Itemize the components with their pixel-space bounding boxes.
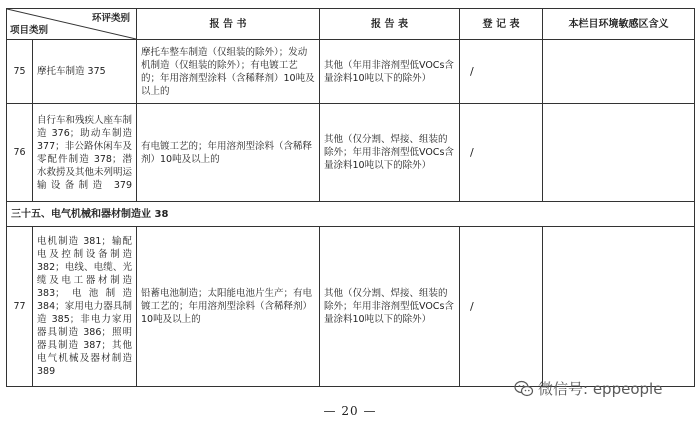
header-corner-bottom: 项目类别 <box>10 25 49 36</box>
row-category: 摩托车制造 375 <box>33 40 137 104</box>
row-number: 76 <box>7 104 33 202</box>
row-sensitive <box>543 40 695 104</box>
row-register-form: / <box>460 104 543 202</box>
header-corner-top: 环评类别 <box>91 13 130 24</box>
row-number: 77 <box>7 227 33 387</box>
header-corner-cell <box>7 9 137 40</box>
header-report-form: 报 告 表 <box>320 9 460 40</box>
wechat-icon <box>514 380 534 398</box>
header-register-form: 登 记 表 <box>460 9 543 40</box>
row-report-book: 摩托车整车制造（仅组装的除外）；发动机制造（仅组装的除外）；有电镀工艺的；年用溶剂型涂料（含稀释剂）10吨及以上的 <box>137 40 320 104</box>
row-report-form: 其他（仅分割、焊接、组装的除外；年用非溶剂型低VOCs含量涂料10吨以下的除外） <box>320 104 460 202</box>
row-category: 电机制造 381；输配电及控制设备制造 382；电线、电缆、光缆及电工器材制造 383；电池制造 384；家用电力器具制造 385；非电力家用器具制造 386；照明器具制造 387；其他电气机械及器材制造 389 <box>33 227 137 387</box>
page-number: — 20 — <box>323 404 377 418</box>
table-row <box>7 227 695 387</box>
header-report-book: 报 告 书 <box>137 9 320 40</box>
table-row <box>7 40 695 104</box>
header-sensitive: 本栏目环境敏感区含义 <box>543 9 695 40</box>
row-sensitive <box>543 227 695 387</box>
row-number: 75 <box>7 40 33 104</box>
section-title: 三十五、电气机械和器材制造业 38 <box>7 202 695 227</box>
classification-table <box>6 8 695 387</box>
watermark <box>514 378 662 399</box>
watermark-text: 微信号: eppeople <box>538 380 663 398</box>
table-row <box>7 104 695 202</box>
section-row <box>7 202 695 227</box>
header-row <box>7 9 695 40</box>
row-report-book: 铅蓄电池制造；太阳能电池片生产；有电镀工艺的；年用溶剂型涂料（含稀释剂）10吨及以上的 <box>137 227 320 387</box>
row-report-form: 其他（仅分割、焊接、组装的除外；年用非溶剂型低VOCs含量涂料10吨以下的除外） <box>320 227 460 387</box>
row-sensitive <box>543 104 695 202</box>
row-category: 自行车和残疾人座车制造 376；助动车制造 377；非公路休闲车及零配件制造 378；潜水救捞及其他未列明运输设备制造 379 <box>33 104 137 202</box>
row-register-form: / <box>460 40 543 104</box>
row-report-book: 有电镀工艺的；年用溶剂型涂料（含稀释剂）10吨及以上的 <box>137 104 320 202</box>
row-report-form: 其他（年用非溶剂型低VOCs含量涂料10吨以下的除外） <box>320 40 460 104</box>
document-page <box>6 8 694 387</box>
row-register-form: / <box>460 227 543 387</box>
